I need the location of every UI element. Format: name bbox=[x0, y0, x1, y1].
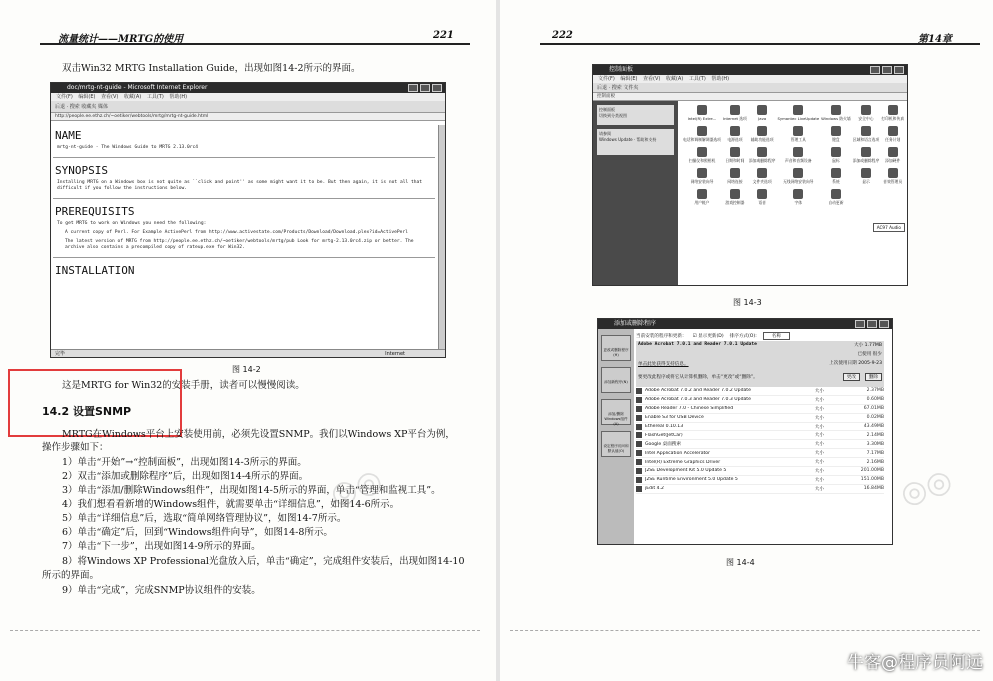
applet-icon bbox=[697, 126, 707, 136]
tooltip: AC97 Audio bbox=[873, 223, 905, 232]
doc-bullet: A current copy of Perl. For Example ActivePerl from http://www.activestate.com/Products/Download/Download.plex?id=ActivePerl bbox=[65, 230, 408, 235]
cp-applet bbox=[853, 126, 880, 143]
applet-icon bbox=[697, 147, 707, 157]
add-programs-button: 添加新程序(N) bbox=[601, 367, 631, 393]
program-size: 0.60MB bbox=[866, 397, 884, 403]
applet-icon bbox=[861, 105, 871, 115]
right-page bbox=[500, 0, 993, 681]
ie-scrollbar bbox=[438, 125, 445, 349]
program-name: Adobe Reader 7.0 - Chinese Simplified bbox=[645, 406, 734, 412]
remove-button: 删除 bbox=[865, 373, 882, 381]
program-name: Adobe Acrobat 7.0.2 and Reader 7.0.2 Update bbox=[645, 388, 751, 394]
program-row bbox=[636, 414, 884, 423]
support-link: 单击此处获得支持信息。 bbox=[638, 362, 689, 367]
step-item: 3）单击“添加/删除Windows组件”，出现如图14-5所示的界面，单击“管理和监视工具”。 bbox=[62, 485, 441, 496]
minimize-icon bbox=[855, 320, 865, 328]
doc-divider bbox=[53, 157, 435, 158]
program-size: 2.37MB bbox=[866, 388, 884, 394]
applet-icon bbox=[730, 147, 740, 157]
applet-label: 文件夹选项 bbox=[752, 179, 772, 184]
applet-icon bbox=[757, 126, 767, 136]
program-name: J2SE Runtime Environment 5.0 Update 5 bbox=[645, 477, 738, 483]
program-icon bbox=[636, 450, 642, 456]
ie-window-figure bbox=[50, 82, 446, 358]
cp-applet bbox=[881, 147, 904, 164]
applet-icon bbox=[831, 168, 841, 178]
step-item: 6）单击“确定”后，回到“Windows组件向导”，如图14-8所示。 bbox=[62, 527, 333, 538]
minimize-icon bbox=[408, 84, 418, 92]
program-size: 7.17MB bbox=[866, 450, 884, 456]
header-rule bbox=[40, 43, 470, 45]
step-item: 8）将Windows XP Professional光盘放入后，单击“确定”，完成组件安装后，出现如图14-10 bbox=[62, 556, 465, 567]
change-remove-programs-button: 更改或删除程序(H) bbox=[601, 335, 631, 361]
applet-icon bbox=[888, 105, 898, 115]
maximize-icon bbox=[867, 320, 877, 328]
applet-label: 添加或删除程序 bbox=[748, 158, 776, 163]
program-name: Enable S3 for USB Device bbox=[645, 415, 704, 421]
program-name: FlashGet(JetCar) bbox=[645, 432, 683, 438]
applet-icon bbox=[757, 189, 767, 199]
window-controls bbox=[408, 84, 442, 92]
program-row bbox=[636, 458, 884, 467]
page-bottom-line bbox=[510, 630, 980, 631]
doc-heading-name: NAME bbox=[55, 129, 82, 142]
applet-label: Windows 防火墙 bbox=[821, 116, 851, 121]
applet-label: 无线网络安装向导 bbox=[783, 179, 814, 184]
running-header: 流量统计——MRTG的使用 bbox=[58, 34, 184, 45]
step-item: 1）单击“开始”→“控制面板”，出现如图14-3所示的界面。 bbox=[62, 457, 307, 468]
applet-icon bbox=[757, 105, 767, 115]
applet-label: 网络安装向导 bbox=[690, 179, 714, 184]
program-row bbox=[636, 387, 884, 396]
doc-text-synopsis: Installing MRTG on a Windows box is not quite as ``click and point'' as some might want it to be. But then again, it is not all that difficult if you follow the instructions below. bbox=[57, 180, 423, 191]
step-item: 4）我们想看看新增的Windows组件，就需要单击“详细信息”，如图14-6所示。 bbox=[62, 499, 400, 510]
ie-status-bar: 完毕 Internet bbox=[51, 349, 445, 357]
step-item: 5）单击“详细信息”后，选取“简单网络管理协议”，如图14-7所示。 bbox=[62, 513, 347, 524]
cp-toolbar: 后退 · 搜索 文件夹 bbox=[593, 83, 907, 93]
applet-label: 扫描仪和照相机 bbox=[688, 158, 716, 163]
program-icon bbox=[636, 468, 642, 474]
doc-text-prereq: To get MRTG to work on Windows you need the following: bbox=[57, 221, 207, 226]
size-label: 大小 bbox=[814, 406, 824, 412]
cp-applet bbox=[749, 147, 776, 164]
program-icon bbox=[636, 415, 642, 421]
ie-toolbar: 后退 · 搜索 收藏夹 媒体 bbox=[51, 101, 445, 113]
program-icon bbox=[636, 388, 642, 394]
program-name: jEdit 4.2 bbox=[645, 486, 664, 492]
page-number: 221 bbox=[433, 30, 454, 41]
applet-label: 音效管理员 bbox=[883, 179, 903, 184]
size-label: 大小 bbox=[814, 477, 824, 483]
applet-label: 显示 bbox=[862, 179, 870, 184]
applet-label: 日期和时间 bbox=[725, 158, 745, 163]
applet-label: 鼠标 bbox=[832, 158, 840, 163]
applet-icon bbox=[697, 105, 707, 115]
cp-applet bbox=[749, 168, 776, 185]
applet-label: Java bbox=[758, 116, 767, 121]
applet-label: 用户帐户 bbox=[694, 200, 710, 205]
applet-label: 添加硬件 bbox=[885, 158, 901, 163]
program-name: Adobe Acrobat 7.0.3 and Reader 7.0.3 Update bbox=[645, 397, 751, 403]
size-label: 大小 bbox=[814, 397, 824, 403]
selected-program: Adobe Acrobat 7.0.1 and Reader 7.0.1 Update 大小 1.77MB 已使用 很少 上次使用日期 2005-9-23 单击此处获得支持信息。 要更改此程序或将它从计算机删除，单击“更改”或“删除”。 更改 删除 bbox=[636, 341, 884, 387]
applet-icon bbox=[831, 189, 841, 199]
program-name: J2SE Development Kit 5.0 Update 5 bbox=[645, 468, 727, 474]
chapter-label: 第14章 bbox=[918, 34, 952, 45]
program-icon bbox=[636, 432, 642, 438]
program-size: 0.02MB bbox=[866, 415, 884, 421]
cp-applet bbox=[821, 105, 851, 122]
applet-icon bbox=[888, 147, 898, 157]
close-icon bbox=[879, 320, 889, 328]
ar-title-bar: 添加或删除程序 bbox=[598, 319, 892, 329]
applet-icon bbox=[730, 189, 740, 199]
applet-icon bbox=[730, 105, 740, 115]
program-row bbox=[636, 405, 884, 414]
program-name: Intel(R) Extreme Graphics Driver bbox=[645, 459, 721, 465]
applet-label: 自动更新 bbox=[828, 200, 844, 205]
doc-divider bbox=[53, 257, 435, 258]
figure-caption: 图 14-4 bbox=[726, 558, 755, 567]
program-size: 67.01MB bbox=[863, 406, 884, 412]
cp-applet bbox=[777, 126, 819, 143]
cp-applet bbox=[749, 126, 776, 143]
watermark-brand: 牛客@程序员阿远 bbox=[847, 653, 983, 673]
applet-icon bbox=[697, 168, 707, 178]
figure-caption: 图 14-3 bbox=[733, 298, 762, 307]
applet-label: 键盘 bbox=[832, 137, 840, 142]
applet-label: 电话和调制解调器选项 bbox=[683, 137, 721, 142]
intro-text: 双击Win32 MRTG Installation Guide，出现如图14-2所示的界面。 bbox=[62, 63, 361, 74]
program-size: 3.30MB bbox=[866, 441, 884, 447]
minimize-icon bbox=[870, 66, 880, 74]
doc-heading-synopsis: SYNOPSIS bbox=[55, 164, 108, 177]
doc-heading-prereq: PREREQUISITS bbox=[55, 205, 135, 218]
cp-menu-bar: 文件(F) 编辑(E) 查看(V) 收藏(A) 工具(T) 帮助(H) bbox=[593, 75, 907, 83]
applet-label: 语音 bbox=[758, 200, 766, 205]
cp-applet bbox=[683, 168, 721, 185]
applet-icon bbox=[730, 126, 740, 136]
cp-applet bbox=[853, 147, 880, 164]
program-size: 16.84MB bbox=[863, 486, 884, 492]
applet-label: 网络连接 bbox=[727, 179, 743, 184]
program-icon bbox=[636, 477, 642, 483]
page-bottom-line bbox=[10, 630, 480, 631]
ie-title-bar: doc/mrtg-nt-guide - Microsoft Internet Explorer bbox=[51, 83, 445, 93]
cp-applet bbox=[749, 189, 776, 206]
ar-list-header: 当前安装的程序和更新： ☑ 显示更新(D) 排序方式(O): 名称 bbox=[636, 331, 884, 341]
pdg-watermark: ◎◎ bbox=[895, 462, 957, 513]
add-remove-figure bbox=[597, 318, 893, 545]
program-icon bbox=[636, 424, 642, 430]
applet-icon bbox=[888, 126, 898, 136]
program-row bbox=[636, 476, 884, 485]
applet-icon bbox=[861, 147, 871, 157]
program-row bbox=[636, 467, 884, 476]
cp-address-bar: 控制面板 bbox=[593, 93, 907, 101]
cp-applet bbox=[723, 126, 747, 143]
size-label: 大小 bbox=[814, 442, 824, 448]
applet-icon bbox=[757, 147, 767, 157]
program-icon bbox=[636, 486, 642, 492]
close-icon bbox=[432, 84, 442, 92]
program-size: 201.00MB bbox=[860, 468, 884, 474]
cp-icon-grid bbox=[683, 105, 903, 206]
paragraph-line: MRTG在Windows平台上安装使用前，必须先设置SNMP。我们以Windows XP平台为例， bbox=[62, 429, 455, 440]
applet-icon bbox=[888, 168, 898, 178]
cp-applet bbox=[723, 168, 747, 185]
size-label: 大小 bbox=[814, 468, 824, 474]
cp-applet bbox=[821, 126, 851, 143]
program-row bbox=[636, 440, 884, 449]
cp-applet bbox=[853, 168, 880, 185]
ar-side-bar bbox=[598, 329, 634, 544]
cp-see-also-box: 请参阅 Windows Update · 帮助和支持 bbox=[597, 129, 674, 155]
size-label: 大小 bbox=[814, 433, 824, 439]
cp-applet bbox=[777, 189, 819, 206]
header-rule bbox=[540, 43, 980, 45]
cp-title-bar: 控制面板 bbox=[593, 65, 907, 75]
applet-label: 管理工具 bbox=[790, 137, 806, 142]
cp-applet bbox=[853, 105, 880, 122]
program-size: 2.16MB bbox=[866, 459, 884, 465]
size-label: 大小 bbox=[814, 460, 824, 466]
applet-icon bbox=[757, 168, 767, 178]
applet-icon bbox=[793, 105, 803, 115]
cp-task-pane bbox=[593, 101, 678, 285]
program-row bbox=[636, 449, 884, 458]
program-icon bbox=[636, 397, 642, 403]
cp-side-box: 控制面板 切换到分类视图 bbox=[597, 105, 674, 125]
applet-icon bbox=[793, 189, 803, 199]
paragraph-line: 操作步骤如下： bbox=[42, 442, 109, 453]
applet-label: 辅助功能选项 bbox=[750, 137, 774, 142]
program-size: 151.00MB bbox=[860, 477, 884, 483]
show-updates-checkbox: ☑ 显示更新(D) bbox=[692, 334, 724, 339]
pdg-watermark: ◎◎ bbox=[325, 462, 387, 513]
window-controls bbox=[870, 66, 904, 74]
program-name: Google 桌面搜索 bbox=[645, 442, 682, 448]
applet-icon bbox=[793, 147, 803, 157]
applet-icon bbox=[831, 105, 841, 115]
program-icon bbox=[636, 441, 642, 447]
applet-icon bbox=[831, 147, 841, 157]
program-row bbox=[636, 423, 884, 432]
applet-label: Symantec LiveUpdate bbox=[777, 116, 820, 121]
applet-icon bbox=[793, 168, 803, 178]
cp-applet bbox=[723, 189, 747, 206]
ie-menu-bar: 文件(F) 编辑(E) 查看(V) 收藏(A) 工具(T) 帮助(H) bbox=[51, 93, 445, 101]
cp-applet bbox=[723, 147, 747, 164]
section-heading: 14.2 设置SNMP bbox=[42, 405, 132, 418]
sort-select: 名称 bbox=[763, 332, 790, 340]
applet-icon bbox=[730, 168, 740, 178]
program-row bbox=[636, 485, 884, 494]
size-label: 大小 bbox=[814, 486, 824, 492]
control-panel-figure bbox=[592, 64, 908, 286]
applet-label: 添加或删除程序 bbox=[852, 158, 880, 163]
switch-view-link: 切换到分类视图 bbox=[599, 113, 627, 118]
ar-program-list bbox=[636, 331, 884, 542]
cp-applet bbox=[683, 189, 721, 206]
size-label: 大小 bbox=[814, 388, 824, 394]
program-size: 43.49MB bbox=[863, 424, 884, 429]
applet-label: 安全中心 bbox=[858, 116, 874, 121]
applet-label: Internet 选项 bbox=[722, 116, 747, 121]
applet-icon bbox=[697, 189, 707, 199]
maximize-icon bbox=[882, 66, 892, 74]
step-item: 2）双击“添加或删除程序”后，出现如图14-4所示的界面。 bbox=[62, 471, 309, 482]
cp-applet bbox=[683, 105, 721, 122]
left-page bbox=[0, 0, 496, 681]
figure-caption: 图 14-2 bbox=[232, 365, 261, 374]
maximize-icon bbox=[420, 84, 430, 92]
doc-content bbox=[51, 123, 437, 349]
cp-applet bbox=[821, 168, 851, 185]
window-controls bbox=[855, 320, 889, 328]
program-access-button: 设定程序访问和默认值(O) bbox=[601, 431, 631, 457]
cp-applet bbox=[683, 126, 721, 143]
doc-heading-install: INSTALLATION bbox=[55, 264, 135, 277]
size-label: 大小 bbox=[814, 451, 824, 457]
cp-applet bbox=[821, 189, 851, 206]
applet-label: 字体 bbox=[794, 200, 803, 205]
cp-applet bbox=[683, 147, 721, 164]
cp-applet bbox=[777, 105, 819, 122]
applet-label: 区域和语言选项 bbox=[852, 137, 880, 142]
applet-label: 打印机和传真 bbox=[881, 116, 905, 121]
applet-label: 电源选项 bbox=[727, 137, 743, 142]
applet-label: 声音和音频设备 bbox=[785, 158, 812, 163]
step-item: 7）单击“下一步”，出现如图14-9所示的界面。 bbox=[62, 541, 261, 552]
doc-divider bbox=[53, 198, 435, 199]
applet-icon bbox=[831, 126, 841, 136]
program-name: Ethereal 0.10.13 bbox=[645, 424, 684, 429]
status-zone: Internet bbox=[385, 351, 405, 357]
step-item: 所示的界面。 bbox=[42, 570, 100, 581]
program-size: 2.14MB bbox=[866, 432, 884, 438]
size-label: 大小 bbox=[814, 415, 824, 421]
cp-applet bbox=[821, 147, 851, 164]
applet-icon bbox=[793, 126, 803, 136]
size-label: 大小 bbox=[814, 424, 824, 430]
cp-applet bbox=[749, 105, 776, 122]
applet-label: 系统 bbox=[832, 179, 840, 184]
windows-components-button: 添加/删除Windows组件(A) bbox=[601, 399, 631, 425]
applet-label: 任务计划 bbox=[885, 137, 901, 142]
cp-applet bbox=[723, 105, 747, 122]
applet-label: Intel(R) Extre... bbox=[687, 116, 717, 121]
cp-applet bbox=[881, 105, 904, 122]
step-item: 9）单击“完成”，完成SNMP协议组件的安装。 bbox=[62, 585, 261, 596]
program-row bbox=[636, 431, 884, 440]
close-icon bbox=[894, 66, 904, 74]
reading-note: 这是MRTG for Win32的安装手册，读者可以慢慢阅读。 bbox=[62, 380, 305, 391]
highlight-box bbox=[8, 369, 182, 437]
ie-address-bar: http://people.ee.ethz.ch/~oetiker/webtools/mrtg/mrtg-nt-guide.html bbox=[51, 113, 445, 121]
program-row bbox=[636, 396, 884, 405]
page-number: 222 bbox=[552, 30, 573, 41]
change-button: 更改 bbox=[843, 373, 860, 381]
applet-icon bbox=[861, 168, 871, 178]
cp-applet bbox=[881, 126, 904, 143]
cp-applet bbox=[777, 147, 819, 164]
program-name: Intel Application Accelerator bbox=[645, 450, 711, 456]
program-icon bbox=[636, 406, 642, 412]
program-icon bbox=[636, 459, 642, 465]
doc-bullet: The latest version of MRTG from http://people.ee.ethz.ch/~oetiker/webtools/mrtg/pub Look for mrtg-2.13.0rc4.zip or better. The archive also contains a precompiled copy of rateup.exe for Win32. bbox=[65, 239, 414, 250]
cp-applet bbox=[777, 168, 819, 185]
applet-label: 游戏控制器 bbox=[725, 200, 745, 205]
applet-icon bbox=[861, 126, 871, 136]
cp-applet bbox=[881, 168, 904, 185]
program-rows bbox=[636, 387, 884, 494]
doc-text-name: mrtg-nt-guide - The Windows Guide to MRTG 2.13.0rc4 bbox=[57, 145, 199, 150]
